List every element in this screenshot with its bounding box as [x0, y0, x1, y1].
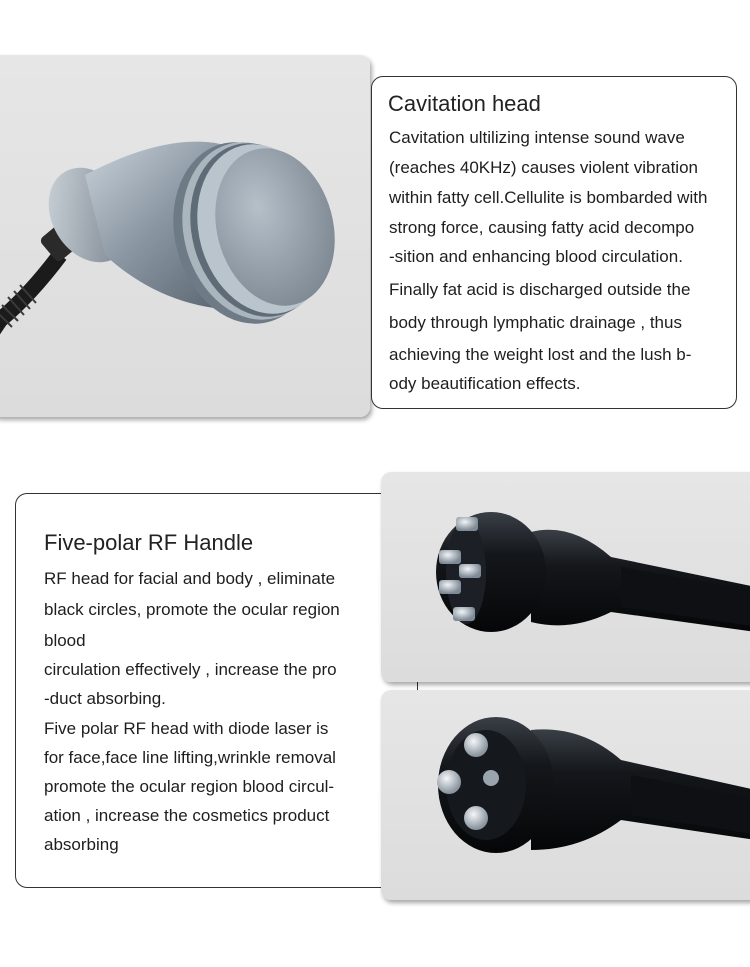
cavitation-head-image	[0, 55, 370, 417]
divider-line	[417, 682, 418, 690]
rf-handle-three-pole-photo	[381, 690, 750, 900]
cavitation-line-4: strong force, causing fatty acid decompo	[389, 218, 695, 237]
cavitation-title: Cavitation head	[388, 91, 541, 116]
cavitation-line-6: Finally fat acid is discharged outside the	[389, 280, 691, 299]
cavitation-line-9: ody beautification effects.	[389, 374, 581, 393]
cavitation-line-7: body through lymphatic drainage , thus	[389, 313, 682, 332]
cavitation-line-1: Cavitation ultilizing intense sound wave	[389, 128, 685, 147]
cavitation-line-3: within fatty cell.Cellulite is bombarded with	[389, 188, 708, 207]
rf-line-3: blood	[44, 631, 86, 650]
rf-line-4: circulation effectively , increase the pro	[44, 660, 337, 679]
rf-handle-description-card	[15, 493, 382, 888]
rf-line-9: ation , increase the cosmetics product	[44, 806, 330, 825]
rf-handle-five-pole-photo	[381, 472, 750, 682]
rf-line-5: -duct absorbing.	[44, 689, 166, 708]
cavitation-line-5: -sition and enhancing blood circulation.	[389, 247, 683, 266]
cavitation-description-card	[371, 76, 737, 409]
rf-five-pole-image	[381, 472, 750, 682]
cavitation-line-8: achieving the weight lost and the lush b-	[389, 345, 692, 364]
rf-line-7: for face,face line lifting,wrinkle removal	[44, 748, 336, 767]
rf-handle-title: Five-polar RF Handle	[44, 530, 254, 555]
rf-line-6: Five polar RF head with diode laser is	[44, 719, 329, 738]
cavitation-line-2: (reaches 40KHz) causes violent vibration	[389, 158, 698, 177]
rf-line-1: RF head for facial and body , eliminate	[44, 569, 336, 588]
rf-line-2: black circles, promote the ocular region	[44, 600, 340, 619]
rf-three-pole-image	[381, 690, 750, 900]
rf-line-10: absorbing	[44, 835, 119, 854]
rf-line-8: promote the ocular region blood circul-	[44, 777, 335, 796]
cavitation-head-photo	[0, 55, 370, 417]
